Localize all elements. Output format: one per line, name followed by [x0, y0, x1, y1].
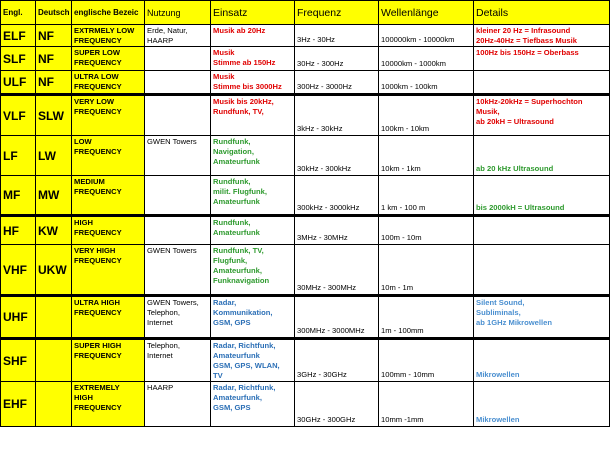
nutzung-cell: [145, 382, 211, 427]
details-cell: [474, 71, 610, 95]
band-code-engl: SHF: [1, 339, 36, 382]
cell-line: SUPER HIGH: [74, 341, 122, 350]
frequency-table-body: [1, 25, 610, 427]
cell-line: HAARP: [147, 383, 174, 392]
cell-line: kleiner 20 Hz = Infrasound: [476, 26, 571, 35]
cell-line: Amateurfunk: [213, 228, 260, 237]
wellenlaenge-cell: 10000km - 1000km: [379, 47, 474, 71]
frequenz-cell: 300kHz - 3000kHz: [295, 176, 379, 216]
band-name: [72, 71, 145, 95]
details-cell: [474, 25, 610, 47]
einsatz-cell: [211, 25, 295, 47]
nutzung-cell: [145, 339, 211, 382]
details-cell: [474, 176, 610, 216]
einsatz-cell: [211, 339, 295, 382]
band-code-engl: ULF: [1, 71, 36, 95]
frequenz-cell: 30GHz - 300GHz: [295, 382, 379, 427]
einsatz-cell: [211, 382, 295, 427]
band-code-engl: EHF: [1, 382, 36, 427]
header-engl: Engl.: [1, 1, 36, 25]
header-bezeichnung: englische Bezeic: [72, 1, 145, 25]
cell-line: FREQUENCY: [74, 187, 122, 196]
cell-line: HIGH: [74, 393, 93, 402]
nutzung-cell: [145, 216, 211, 245]
cell-line: FREQUENCY: [74, 107, 122, 116]
frequenz-cell: 30kHz - 300kHz: [295, 136, 379, 176]
cell-line: Kommunikation,: [213, 308, 273, 317]
cell-line: FREQUENCY: [74, 256, 122, 265]
band-name: [72, 245, 145, 296]
wellenlaenge-cell: 100km - 10km: [379, 95, 474, 136]
cell-line: Mikrowellen: [476, 415, 520, 424]
band-name: [72, 216, 145, 245]
table-row: [1, 216, 610, 245]
cell-line: VERY HIGH: [74, 246, 116, 255]
frequenz-cell: 300MHz - 3000MHz: [295, 296, 379, 339]
cell-line: Radar, Richtfunk,: [213, 341, 276, 350]
cell-line: Amateurfunk: [213, 157, 260, 166]
table-row: [1, 95, 610, 136]
einsatz-cell: [211, 71, 295, 95]
cell-line: Amateurfunk: [213, 197, 260, 206]
cell-line: GSM, GPS: [213, 403, 251, 412]
table-row: [1, 25, 610, 47]
header-deutsch: Deutsch: [36, 1, 72, 25]
wellenlaenge-cell: 1000km - 100km: [379, 71, 474, 95]
cell-line: Stimme bis 3000Hz: [213, 82, 282, 91]
band-name: [72, 296, 145, 339]
details-cell: [474, 136, 610, 176]
band-code-deutsch: MW: [36, 176, 72, 216]
frequenz-cell: 300Hz - 3000Hz: [295, 71, 379, 95]
table-row: [1, 71, 610, 95]
cell-line: Navigation,: [213, 147, 254, 156]
cell-line: Amateurfunk,: [213, 266, 262, 275]
cell-line: GSM, GPS: [213, 318, 251, 327]
band-code-engl: LF: [1, 136, 36, 176]
cell-line: Silent Sound,: [476, 298, 525, 307]
cell-line: TV: [213, 371, 223, 380]
table-row: [1, 176, 610, 216]
cell-line: EXTREMELY: [74, 383, 120, 392]
cell-line: Subliminals,: [476, 308, 521, 317]
cell-line: ab 1GHz Mikrowellen: [476, 318, 552, 327]
wellenlaenge-cell: 1 km - 100 m: [379, 176, 474, 216]
cell-line: Funknavigation: [213, 276, 270, 285]
wellenlaenge-cell: 100m - 10m: [379, 216, 474, 245]
nutzung-cell: [145, 296, 211, 339]
cell-line: Musik: [213, 48, 235, 57]
cell-line: milit. Flugfunk,: [213, 187, 267, 196]
einsatz-cell: [211, 245, 295, 296]
cell-line: ab 20 kHz Ultrasound: [476, 164, 554, 173]
cell-line: Rundfunk, TV,: [213, 246, 264, 255]
einsatz-cell: [211, 296, 295, 339]
band-code-engl: SLF: [1, 47, 36, 71]
cell-line: SUPER LOW: [74, 48, 120, 57]
einsatz-cell: [211, 47, 295, 71]
cell-line: FREQUENCY: [74, 308, 122, 317]
cell-line: VERY LOW: [74, 97, 115, 106]
cell-line: Musik ab 20Hz: [213, 26, 266, 35]
band-code-deutsch: NF: [36, 71, 72, 95]
frequenz-cell: 30MHz - 300MHz: [295, 245, 379, 296]
band-code-deutsch: KW: [36, 216, 72, 245]
table-row: [1, 136, 610, 176]
cell-line: Internet: [147, 318, 173, 327]
band-code-engl: ELF: [1, 25, 36, 47]
table-row: [1, 339, 610, 382]
band-code-deutsch: NF: [36, 25, 72, 47]
frequenz-cell: 3kHz - 30kHz: [295, 95, 379, 136]
band-name: [72, 25, 145, 47]
cell-line: Internet: [147, 351, 173, 360]
cell-line: Rundfunk,: [213, 218, 251, 227]
band-code-engl: HF: [1, 216, 36, 245]
cell-line: FREQUENCY: [74, 351, 122, 360]
cell-line: GWEN Towers,: [147, 298, 199, 307]
nutzung-cell: [145, 47, 211, 71]
cell-line: FREQUENCY: [74, 82, 122, 91]
details-cell: [474, 216, 610, 245]
cell-line: Musik,: [476, 107, 500, 116]
wellenlaenge-cell: 10km - 1km: [379, 136, 474, 176]
cell-line: Musik: [213, 72, 235, 81]
wellenlaenge-cell: 10m - 1m: [379, 245, 474, 296]
cell-line: HIGH: [74, 218, 93, 227]
frequenz-cell: 30Hz - 300Hz: [295, 47, 379, 71]
cell-line: Radar, Richtfunk,: [213, 383, 276, 392]
frequenz-cell: 3GHz - 30GHz: [295, 339, 379, 382]
band-name: [72, 47, 145, 71]
details-cell: [474, 339, 610, 382]
cell-line: Rundfunk,: [213, 137, 251, 146]
cell-line: EXTRMELY LOW: [74, 26, 135, 35]
cell-line: ULTRA HIGH: [74, 298, 120, 307]
wellenlaenge-cell: 100000km - 10000km: [379, 25, 474, 47]
band-code-deutsch: [36, 382, 72, 427]
wellenlaenge-cell: 100mm - 10mm: [379, 339, 474, 382]
frequenz-cell: 3Hz - 30Hz: [295, 25, 379, 47]
band-name: [72, 95, 145, 136]
table-row: [1, 47, 610, 71]
band-name: [72, 382, 145, 427]
header-details: Details: [474, 1, 610, 25]
cell-line: FREQUENCY: [74, 36, 122, 45]
cell-line: Telephon,: [147, 341, 180, 350]
cell-line: GSM, GPS, WLAN,: [213, 361, 280, 370]
details-cell: [474, 47, 610, 71]
nutzung-cell: [145, 176, 211, 216]
cell-line: Erde, Natur,: [147, 26, 188, 35]
cell-line: Rundfunk,: [213, 177, 251, 186]
cell-line: HAARP: [147, 36, 174, 45]
cell-line: LOW: [74, 137, 92, 146]
details-cell: [474, 382, 610, 427]
band-code-deutsch: SLW: [36, 95, 72, 136]
cell-line: ULTRA LOW: [74, 72, 119, 81]
band-code-engl: VHF: [1, 245, 36, 296]
frequenz-cell: 3MHz - 30MHz: [295, 216, 379, 245]
cell-line: Amateurfunk: [213, 351, 260, 360]
band-name: [72, 176, 145, 216]
band-code-engl: UHF: [1, 296, 36, 339]
band-code-deutsch: UKW: [36, 245, 72, 296]
nutzung-cell: [145, 71, 211, 95]
table-row: [1, 382, 610, 427]
cell-line: Stimme ab 150Hz: [213, 58, 276, 67]
cell-line: GWEN Towers: [147, 246, 197, 255]
cell-line: MEDIUM: [74, 177, 105, 186]
cell-line: Telephon,: [147, 308, 180, 317]
band-code-deutsch: [36, 296, 72, 339]
einsatz-cell: [211, 216, 295, 245]
cell-line: ab 20kH = Ultrasound: [476, 117, 554, 126]
band-code-engl: MF: [1, 176, 36, 216]
cell-line: 20Hz-40Hz = Tiefbass Musik: [476, 36, 577, 45]
band-code-engl: VLF: [1, 95, 36, 136]
cell-line: FREQUENCY: [74, 403, 122, 412]
cell-line: Rundfunk, TV,: [213, 107, 264, 116]
cell-line: GWEN Towers: [147, 137, 197, 146]
band-name: [72, 339, 145, 382]
details-cell: [474, 245, 610, 296]
details-cell: [474, 95, 610, 136]
cell-line: FREQUENCY: [74, 147, 122, 156]
cell-line: bis 2000kH = Ultrasound: [476, 203, 565, 212]
band-code-deutsch: LW: [36, 136, 72, 176]
cell-line: 100Hz bis 150Hz = Oberbass: [476, 48, 579, 57]
table-row: [1, 296, 610, 339]
nutzung-cell: [145, 245, 211, 296]
header-wellenlaenge: Wellenlänge: [379, 1, 474, 25]
wellenlaenge-cell: 10mm -1mm: [379, 382, 474, 427]
header-einsatz: Einsatz: [211, 1, 295, 25]
nutzung-cell: [145, 136, 211, 176]
einsatz-cell: [211, 136, 295, 176]
table-row: [1, 245, 610, 296]
einsatz-cell: [211, 176, 295, 216]
header-frequenz: Frequenz: [295, 1, 379, 25]
cell-line: Amateurfunk,: [213, 393, 262, 402]
cell-line: Radar,: [213, 298, 237, 307]
nutzung-cell: [145, 95, 211, 136]
band-name: [72, 136, 145, 176]
nutzung-cell: [145, 25, 211, 47]
cell-line: FREQUENCY: [74, 228, 122, 237]
wellenlaenge-cell: 1m - 100mm: [379, 296, 474, 339]
cell-line: 10kHz-20kHz = Superhochton: [476, 97, 583, 106]
details-cell: [474, 296, 610, 339]
einsatz-cell: [211, 95, 295, 136]
band-code-deutsch: [36, 339, 72, 382]
cell-line: Musik bis 20kHz,: [213, 97, 274, 106]
cell-line: FREQUENCY: [74, 58, 122, 67]
cell-line: Flugfunk,: [213, 256, 248, 265]
band-code-deutsch: NF: [36, 47, 72, 71]
header-nutzung: Nutzung: [145, 1, 211, 25]
cell-line: Mikrowellen: [476, 370, 520, 379]
